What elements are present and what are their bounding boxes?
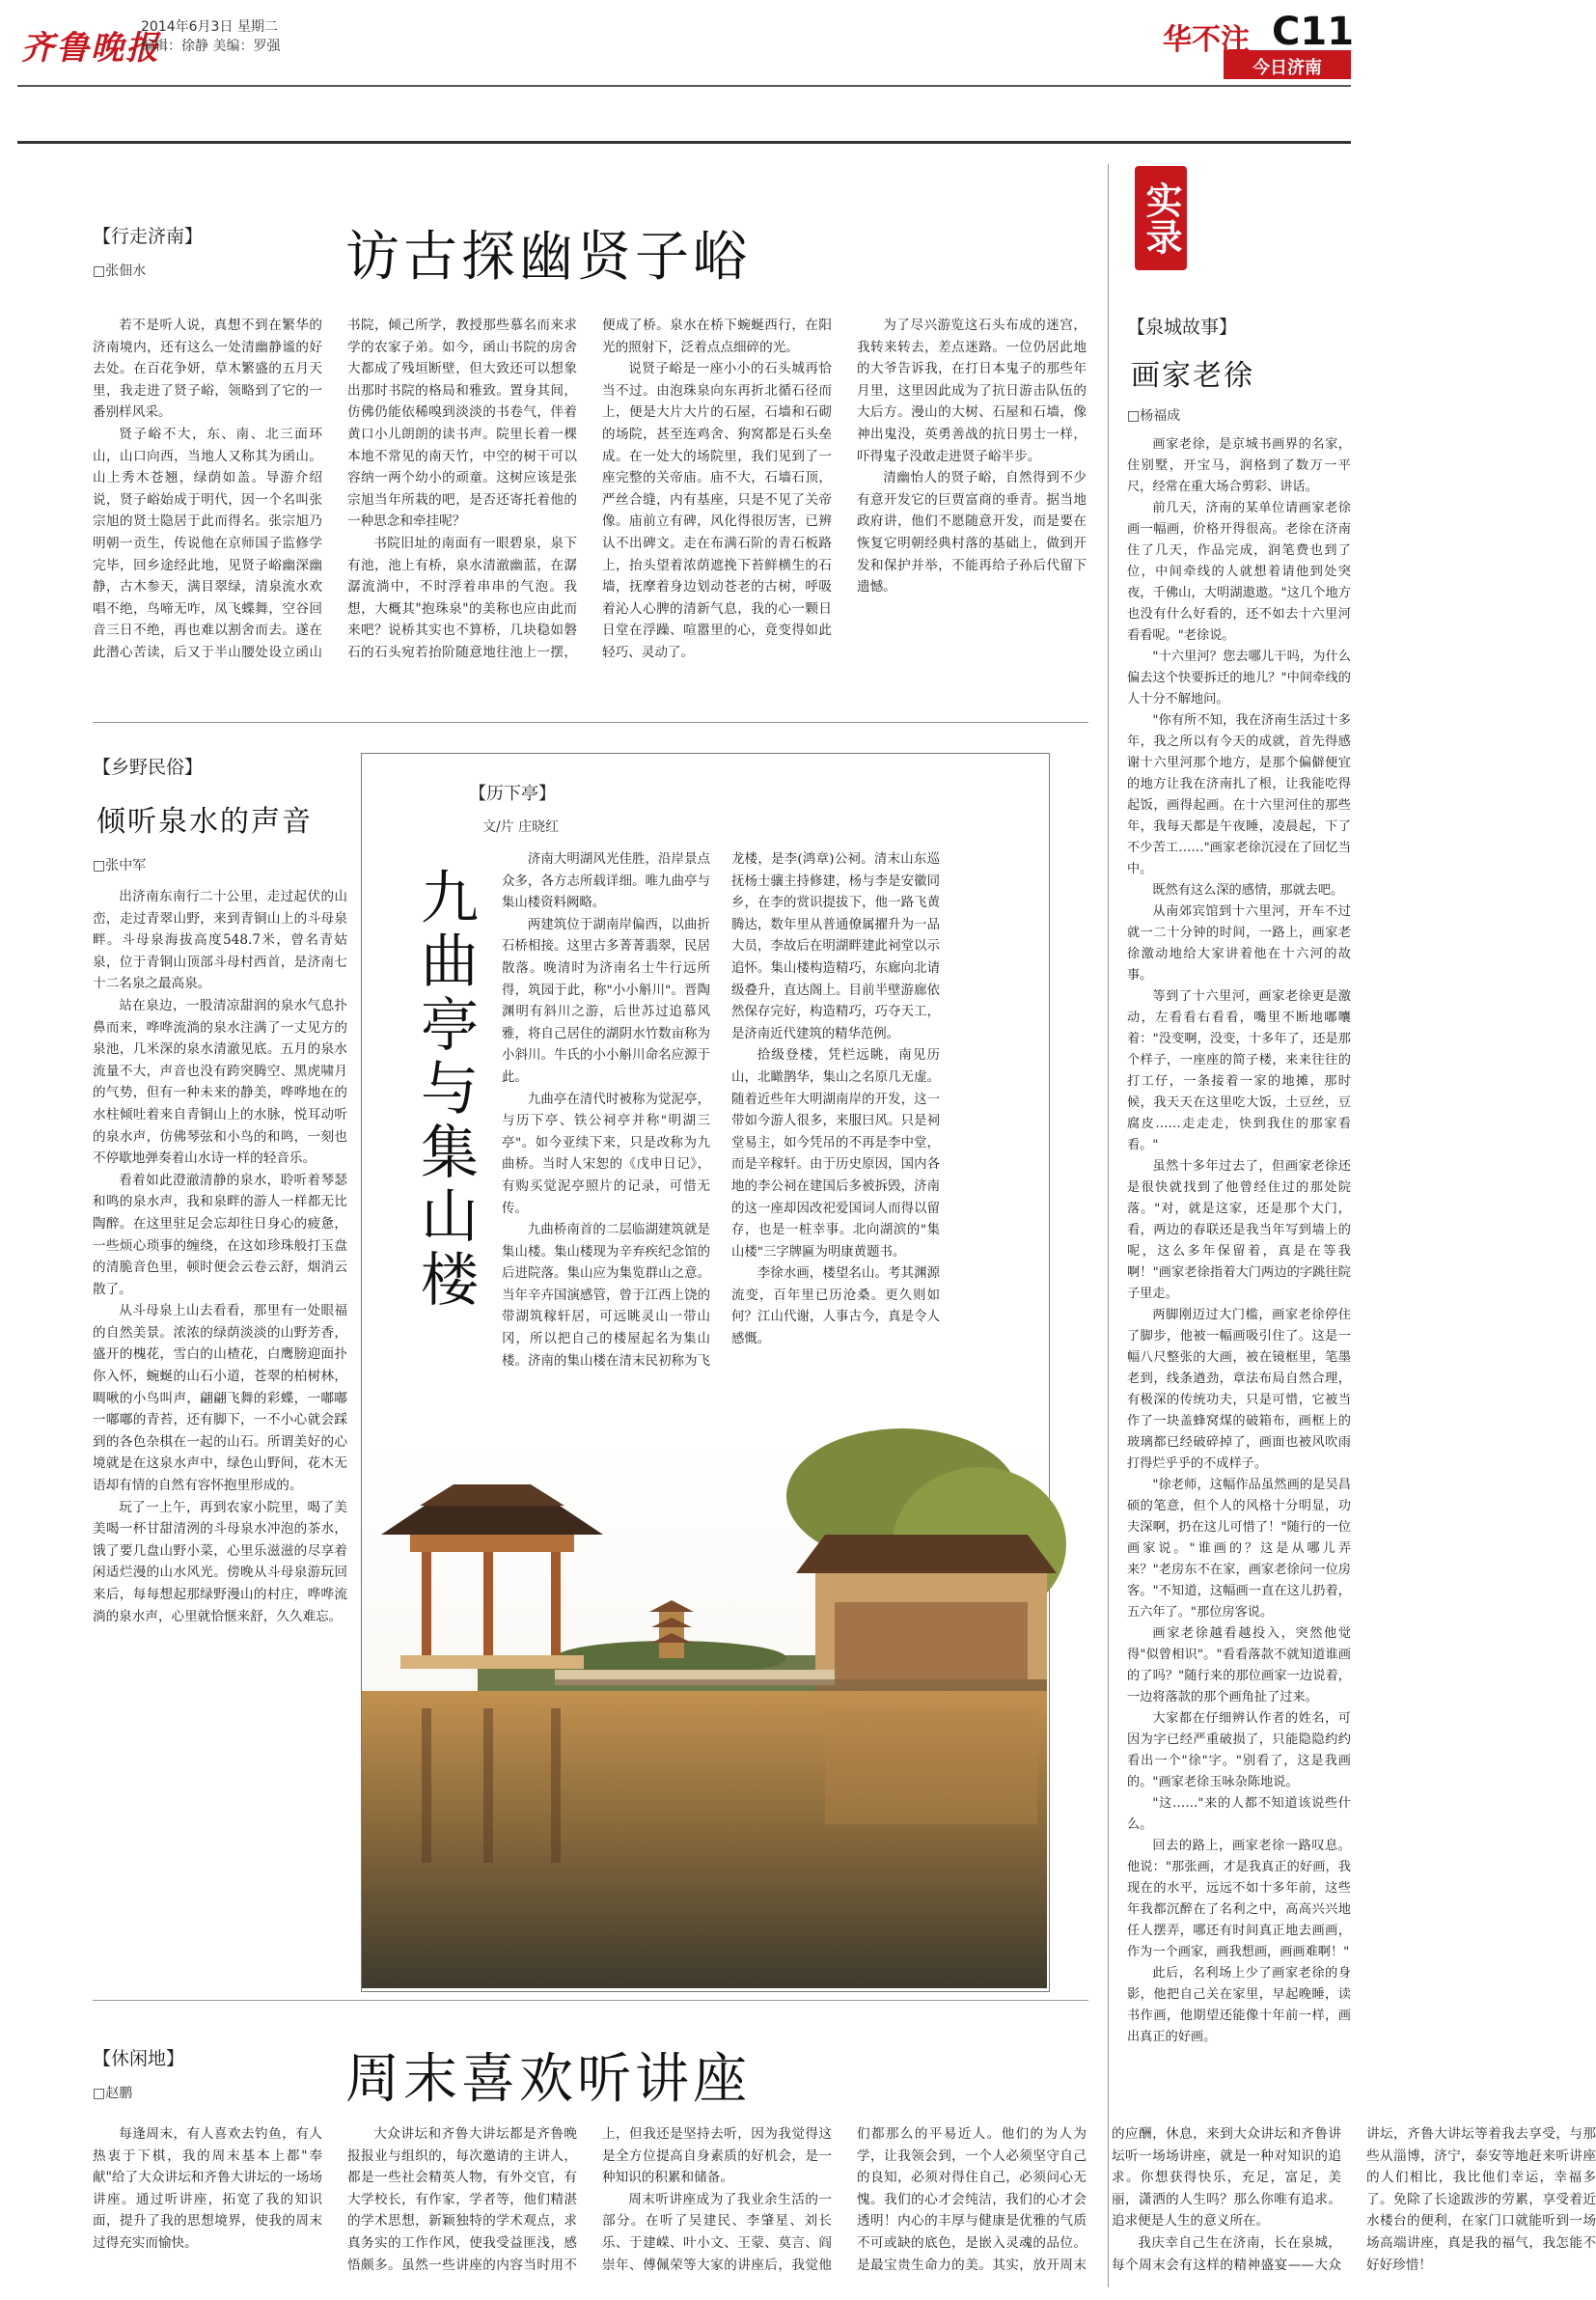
article3-paragraph: 前几天，济南的某单位请画家老徐画一幅画，价格开得很高。老徐在济南住了几天，作品完成，润笔费也到了位，中间牵线的人就想着请他到处突夜，千佛山，大明湖遨遨。"这几个地方也没有什么好看的，还不如去十六里河看看呢。"老徐说。 [1127, 501, 1351, 643]
article3-paragraph: "十六里河？您去哪儿干吗，为什么偏去这个快要拆迁的地儿？"中间牵线的人十分不解地问。 [1127, 650, 1351, 707]
article3-paragraph: 等到了十六里河，画家老徐更是激动，左看看右看看，嘴里不断地嘟囔着："没变啊，没变，十多年了，还是那个样子，一座座的简子楼，来来往往的打工仔，一条接着一家的地摊，那时候，我天天在这里吃大饭，土豆丝，豆腐皮……走走走，快到我住的那家看看。" [1127, 989, 1351, 1152]
article3-paragraph: 画家老徐，是京城书画界的名家，住别墅，开宝马，润格到了数万一平尺，经常在重大场合剪彩、讲话。 [1127, 437, 1351, 494]
article1-paragraph: 说贤子峪是一座小小的石头城再恰当不过。由泡珠泉向东再折北循石径而上，便是大片大片的石屋，石墙和石砌的场院，甚至连鸡舍、狗窝都是石头垒成。在一处大的场院里，我们见到了一座完整的关帝庙。庙不大，石墙石顶，严丝合缝，内有基座，只是不见了关帝像。庙前立有碑，风化得很厉害，已辨认不出碑文。走在布满石阶的青石板路上，抬头望着浓荫遮挽下苔鲜横生的石墙，抚摩着身边划动苍老的古树，呼吸着沁人心脾的清新气息，我的心一颗日日堂在浮躁、喧嚣里的心，竟变得如此轻巧、灵动了。 [602, 361, 832, 660]
article4-paragraph: 我庆幸自己生在济南，长在泉城，每个周末会有这样的精神盛宴——大众讲坛，齐鲁大讲坛等着我去享受，与那些从淄博，济宁，泰安等地赶来听讲座的人们相比，我比他们幸运，幸福多了。免除了长途跋涉的劳累，享受着近水楼台的便利，在家门口就能听到一场场高端讲座，真是我的福气，我怎能不好好珍惜！ [1112, 2126, 1596, 2273]
article3-paragraph: 虽然十多年过去了，但画家老徐还是很快就找到了他曾经住过的那处院落。"对，就是这家，还是那个大门，看，两边的春联还是我当年写到墙上的呢，这么多年保留着，真是在等我啊！"画家老徐指着大门两边的字跳往院子里走。 [1127, 1159, 1351, 1301]
column-stamp: 实录 [1135, 166, 1187, 270]
article3-author: □杨福成 [1127, 408, 1181, 424]
article2-author: □张中军 [93, 858, 147, 873]
feature-paragraph: 拾级登楼，凭栏远眺，南见历山，北瞰鹊华，集山之名原几无虚。随着近些年大明湖南岸的开发，这一带如今游人很多，来服曰风。只是祠堂易主，如今凭吊的不再是李中堂，而是辛稼轩。由于历史原因，国内各地的李公祠在建国后多被拆毁，济南的这一座却因改祀爱国词人而得以留存，也是一桩幸事。北向湖滨的"集山楼"三字牌匾为明康黄题书。 [731, 1048, 940, 1260]
article3-paragraph: 画家老徐越看越投入，突然他觉得"似曾相识"。"看看落款不就知道谁画的了吗？"随行来的那位画家一边说着，一边将落款的那个画角扯了过来。 [1127, 1626, 1351, 1704]
article2-title: 倾听泉水的声音 [96, 805, 313, 839]
issue-date: 2014年6月3日 星期二 [141, 19, 278, 35]
feature-paragraph: 济南大明湖风光佳胜，沿岸景点众多，各方志所载详细。唯九曲亭与集山楼资料阙略。 [502, 852, 710, 911]
article3-paragraph: "这……"来的人都不知道该说些什么。 [1127, 1796, 1351, 1832]
article1-paragraph: 若不是听人说，真想不到在繁华的济南境内，还有这么一处清幽静谧的好去处。在百花争妍，草木繁盛的五月天里，我走进了贤子峪，领略到了它的一番别样风采。 [93, 318, 322, 421]
article2-label: 【乡野民俗】 [93, 757, 204, 778]
article1-paragraph: 贤子峪不大，东、南、北三面环山，山口向西，当地人又称其为函山。山上秀木苍翘，绿荫如盖。导游介绍说，贤子峪始成于明代，因一个名叫张宗旭的贤士隐居于此而得名。张宗旭乃明朝一贡生，传说他在京师国子监修学完毕，回乡途经此地，见贤子峪幽深幽静，古木参天，满目翠绿，清泉流水欢唱不绝，鸟啼无咋，凤飞蝶舞，空谷回音三日不绝，再也难以割舍而去。遂在此潜心苦读，后又于半山腰处设立函山书院，倾己所学，教授那些慕名而来求学的农家子弟。如今，函山书院的房舍大都成了残垣断壁，但大致还可以想象出那时书院的格局和雅致。置身其间，仿佛仍能依稀嗅到淡淡的书卷气，伴着黄口小儿朗朗的读书声。院里长着一棵本地不常见的南天竹，中空的树干可以容纳一两个幼小的顽童。这树应该是张宗旭当年所栽的吧，是否还寄托着他的一种思念和牵挂呢？ [93, 318, 577, 660]
feature-title: 九曲亭与集山楼 [411, 867, 479, 1313]
feature-paragraph: 李徐水画，楼望名山。考其渊源流变，百年里已历沧桑。更久则如何？江山代谢，人事古今，真是令人感慨。 [731, 1266, 940, 1347]
article4-title: 周末喜欢听讲座 [345, 2048, 751, 2111]
article3-paragraph: 从南郊宾馆到十六里河，开车不过就一二十分钟的时间，一路上，画家老徐激动地给大家讲着他在十六河的故事。 [1127, 904, 1351, 983]
article3-paragraph: 既然有这么深的感情，那就去吧。 [1152, 883, 1344, 898]
article1-body [93, 315, 1087, 701]
lake-pavilion-photo [362, 1438, 1047, 1988]
section-name: 今日济南 [1252, 58, 1322, 78]
article3-paragraph: "你有所不知，我在济南生活过十多年，我之所以有今天的成就，首先得感谢十六里河那个地方，是那个偏僻便宜的地方让我在济南扎了根，让我能吃得起饭，画得起画。在十六里河住的那些年，我每天都是午夜睡，凌晨起，下了不少苦工……"画家老徐沉浸在了回忆当中。 [1127, 713, 1351, 876]
article3-paragraph: 两脚刚迈过大门槛，画家老徐停住了脚步，他被一幅画吸引住了。这是一幅八尺整张的大画，被在镜框里，笔墨老到，线条遒劲，章法布局自然合理，有极深的传统功夫，只是可惜，它被当作了一块盖蜂窝煤的破箱布，画框上的玻璃都已经破碎掉了，画面也被风吹雨打得烂乎乎的不成样子。 [1127, 1308, 1351, 1471]
article3-paragraph: 大家都在仔细辨认作者的姓名，可因为字已经严重破损了，只能隐隐约约看出一个"徐"字。"别看了，这是我画的。"画家老徐玉咏杂陈地说。 [1127, 1711, 1351, 1789]
feature-body [502, 849, 940, 1428]
newspaper-logo: 齐鲁晚报 [21, 29, 160, 68]
article2-paragraph: 玩了一上午，再到农家小院里，喝了美美喝一杯甘甜清洌的斗母泉水冲泡的茶水，饿了要几盘山野小菜，心里乐滋滋的尽享着闲适烂漫的山水风光。傍晚从斗母泉游玩回来后，每每想起那绿野漫山的村庄，哗哗流淌的泉水声，心里就恰惬来舒，久久难忘。 [93, 1499, 347, 1624]
feature-paragraph: 九曲桥南首的二层临湖建筑就是集山楼。集山楼现为辛弃疾纪念馆的后进院落。集山应为集览群山之意。当年辛卉国演感管，曾于江西上饶的带湖筑稼轩居，可远眺灵山一带山冈，所以把自己的楼屋起名为集山楼。济南的集山楼在清末民初称为飞龙楼，是李(鸿章)公祠。清末山东巡抚杨士骧主持修建，杨与李是安徽同乡，在李的赏识提拔下，他一路飞黄腾达，数年里从普通僚属擢升为一品大员，李故后在明湖畔建此祠堂以示追怀。集山楼构造精巧，东廊向北请级叠升，直达阁上。目前半壁游廊依然保存完好，构造精巧，巧夺天工，是济南近代建筑的精华范例。 [502, 852, 940, 1369]
article4-author: □赵鹏 [93, 2086, 133, 2101]
article1-title: 访古探幽贤子峪 [345, 226, 751, 289]
page-number: C11 [1272, 10, 1355, 54]
article2-paragraph: 站在泉边，一股清凉甜润的泉水气息扑鼻而来，哗哗流淌的泉水注满了一丈见方的泉池，几米深的泉水清澈见底。五月的泉水流量不大，声音也没有跨突腾空、黑虎啸月的气势，但有一种未来的静美，哗哗地在的水柱倾吐着来自青铜山上的水脉，悦耳动听的泉水声，仿佛琴弦和小鸟的和鸣，一刻也不停歇地弹奏着山水诗一样的轻音乐。 [93, 997, 347, 1167]
feature-paragraph: 两建筑位于湖南岸偏西，以曲折石桥相接。这里古多菁菁翡翠，民居散落。晚清时为济南名士牛行远所得，筑园于此，称"小小斛川"。晋陶渊明有斜川之游，后世苏过追慕风雅，将自己居住的湖阴水竹数亩称为小斜川。牛氏的小小斛川命名应源于此。 [502, 917, 710, 1085]
article4-body [93, 2123, 1596, 2291]
article2-body [93, 886, 347, 1984]
article3-paragraph: 此后，名利场上少了画家老徐的身影，他把自己关在家里，早起晚睡，读书作画，他期望还能像十年前一样，画出真正的好画。 [1127, 1966, 1351, 2044]
editors-credit: 编辑：徐静 美编：罗强 [141, 39, 281, 54]
article1-paragraph: 清幽怡人的贤子峪，自然得到不少有意开发它的巨贾富商的垂青。据当地政府讲，他们不愿随意开发，而是要在恢复它明朝经典村落的基础上，做到开发和保护并举，不能再给子孙后代留下遗憾。 [857, 470, 1087, 596]
article4-top-rule [93, 2000, 1088, 2001]
article2-paragraph: 出济南东南行二十公里，走过起伏的山峦，走过青翠山野，来到青铜山上的斗母泉畔。斗母泉海拔高度548.7米，曾名青姑泉，位于青铜山顶部斗母村西首，是济南七十二名泉之最高泉。 [93, 889, 347, 992]
article4-paragraph: 大众讲坛和齐鲁大讲坛都是齐鲁晚报报业与组织的，每次邀请的主讲人，都是一些社会精英人物，有外交官，有大学校长，有作家，学者等，他们精湛的学术思想，新颖独特的学术观点，求真务实的工作作风，使我受益匪浅，感悟颇多。虽然一些讲座的内容当时用不上，但我还是坚持去听，因为我觉得这是全方位提高自身素质的好机会，是一种知识的积累和储备。 [347, 2126, 832, 2273]
article1-label: 【行走济南】 [93, 226, 204, 247]
article1-bottom-rule [93, 722, 1088, 723]
top-rule [17, 141, 1351, 144]
article3-body [1127, 434, 1351, 2284]
article1-author: □张佃水 [93, 263, 147, 279]
article1-paragraph: 书院旧址的南面有一眼碧泉，泉下有池，池上有桥，泉水清澈幽蓝，在潺潺流淌中，不时浮着串串的气泡。我想，大概其"抱珠泉"的美称也应由此而来吧？说桥其实也不算桥，几块稳如磐石的石头宛若抬阶随意地往池上一摆，便成了桥。泉水在桥下蜿蜒西行，在阳光的照射下，泛着点点细碎的光。 [347, 318, 832, 660]
article4-paragraph: 周末听讲座成为了我业余生活的一部分。在听了吴建民、李肇星、刘长乐、于建嵘、叶小文、王蒙、莫言、阎崇年、傅佩荣等大家的讲座后，我觉他们都那么的平易近人。他们的为人为学，让我领会到，一个人必须坚守自己的良知，必须对得住自己，必须问心无愧。我们的心才会纯洁，我们的心才会透明！内心的丰厚与健康是优雅的气质不可或缺的底色，是嵌入灵魂的品位。是最宝贵生命力的美。其实，放开周末的应酬，休息，来到大众讲坛和齐鲁讲坛听一场场讲座，就是一种对知识的追求。你想获得快乐，充足，富足，美丽，潇洒的人生吗？那么你唯有追求。追求便是人生的意义所在。 [602, 2126, 1341, 2273]
article3-paragraph: "徐老师，这幅作品虽然画的是吴昌硕的笔意，但个人的风格十分明显，功夫深啊，扔在这儿可惜了！"随行的一位画家说。"谁画的？这是从哪儿弄来？"老房东不在家，画家老徐问一位房客。"不知道，这幅画一直在这儿扔着，五六年了。"那位房客说。 [1127, 1478, 1351, 1620]
feature-byline: 文/片 庄晓红 [482, 819, 560, 835]
masthead-rule [17, 85, 1351, 87]
column-divider [1108, 164, 1109, 2287]
article2-paragraph: 从斗母泉上山去看看，那里有一处眼福的自然美景。浓浓的绿荫淡淡的山野芳香，盛开的槐花，雪白的山楂花，白鹰膀迎面扑你入怀，蜿蜒的山石小道，苍翠的柏树林，啁啾的小鸟叫声，翩翩飞舞的彩蝶，一嘟嘟一嘟嘟的青苔，还有脚下，一不小心就会踩到的各色杂棋在一起的山石。所谓美好的心境就是在这泉水声中，绿色山野间，花木无语却有情的自然有容怀抱里形成的。 [93, 1303, 347, 1494]
article2-paragraph: 看着如此澄澈清静的泉水，聆听着琴瑟和鸣的泉水声，我和泉畔的游人一样都无比陶醉。在这里驻足会忘却往日身心的疲惫，一些烦心琐事的缠绕，在这如珍珠般打玉盘的清脆音色里，顿时便会云卷云舒，烟消云散了。 [93, 1172, 347, 1297]
article3-title: 画家老徐 [1131, 359, 1254, 393]
feature-label: 【历下亭】 [469, 784, 556, 804]
article4-label: 【休闲地】 [93, 2048, 185, 2069]
feature-paragraph: 九曲亭在清代时被称为觉泥亭，与历下亭、铁公祠亭并称"明湖三亭"。如今亚续下来，只是改称为九曲桥。当时人宋恕的《戊申日记》，有购买觉泥亭照片的记录，可惜无传。 [502, 1092, 710, 1216]
article4-paragraph: 每逢周末，有人喜欢去钓鱼，有人热衷于下棋，我的周末基本上都"奉献"给了大众讲坛和齐鲁大讲坛的一场场讲座。通过听讲座，拓宽了我的知识面，提升了我的思想境界，使我的周末过得充实而愉快。 [93, 2126, 322, 2251]
article1-paragraph: 为了尽兴游览这石头布成的迷宫，我转来转去，差点迷路。一位仍居此地的大爷告诉我，在打日本鬼子的那些年月里，这里因此成为了抗日游击队伍的大后方。漫山的大树、石屋和石墙，像神出鬼没，英勇善战的抗日男士一样，吓得鬼子没敢走进贤子峪半步。 [857, 318, 1087, 464]
column-brand: 华不注 [1163, 23, 1250, 57]
article3-paragraph: 回去的路上，画家老徐一路叹息。他说："那张画，才是我真正的好画，我现在的水平，远远不如十多年前，这些年我都沉醉在了名利之中，高高兴兴地任人摆弄，哪还有时间真正地去画画，作为一个画家，画我想画，画画难啊！" [1127, 1839, 1351, 1959]
article3-label: 【泉城故事】 [1127, 317, 1238, 338]
